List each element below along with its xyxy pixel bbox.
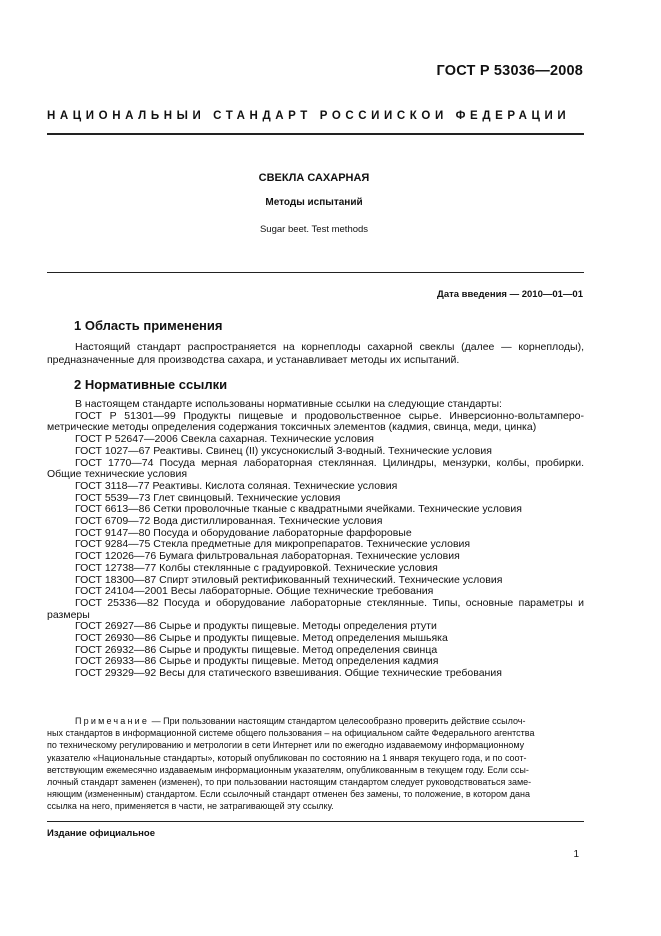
reference-line: ГОСТ Р 52647—2006 Свекла сахарная. Технические условия	[75, 433, 374, 446]
note-line: ссылка на него, применяется в части, не затрагивающей эту ссылку.	[47, 801, 334, 812]
reference-line: ГОСТ 24104—2001 Весы лабораторные. Общие технические требования	[75, 585, 434, 598]
document-subtitle: Методы испытаний	[265, 197, 363, 208]
reference-line: ГОСТ 12738—77 Колбы стеклянные с градуировкой. Технические условия	[75, 561, 438, 574]
note-line: няющим (измененным) стандартом. Если ссылочный стандарт отменен без замены, то положение, в котором дана	[47, 789, 530, 800]
document-title: СВЕКЛА САХАРНАЯ	[258, 172, 370, 184]
reference-line: ГОСТ 26930—86 Сырье и продукты пищевые. Метод определения мышьяка	[75, 632, 448, 645]
footer-rule	[47, 821, 584, 822]
note-line: указателю «Национальные стандарты», который опубликован по состоянию на 1 января текущего года, и по соот-	[47, 752, 527, 763]
section-1-line: Настоящий стандарт распространяется на корнеплоды сахарной свеклы (далее — корнеплоды),	[75, 341, 584, 353]
reference-line: ГОСТ 1027—67 Реактивы. Свинец (II) уксуснокислый 3-водный. Технические условия	[75, 444, 492, 457]
note-block	[47, 715, 584, 813]
section-1-heading: 1 Область применения	[74, 318, 223, 333]
normative-references-list	[47, 399, 584, 680]
reference-line: ГОСТ 26932—86 Сырье и продукты пищевые. Метод определения свинца	[75, 643, 438, 656]
page-number: 1	[573, 849, 579, 860]
note-text: — При пользовании настоящим стандартом целесообразно проверить действие ссылоч-	[149, 716, 526, 726]
reference-line: ГОСТ 9147—80 Посуда и оборудование лабораторные фарфоровые	[75, 526, 412, 539]
document-english-title: Sugar beet. Test methods	[259, 224, 369, 235]
reference-line: ГОСТ 6709—72 Вода дистиллированная. Технические условия	[75, 515, 383, 528]
reference-line: ГОСТ 18300—87 Спирт этиловый ректификованный технический. Технические условия	[75, 573, 503, 586]
reference-line: ГОСТ 12026—76 Бумага фильтровальная лабораторная. Технические условия	[75, 550, 460, 563]
header-rule	[47, 133, 584, 135]
standard-code: ГОСТ Р 53036—2008	[436, 63, 583, 79]
reference-line: ГОСТ 26933—86 Сырье и продукты пищевые. Метод определения кадмия	[75, 655, 439, 668]
note-line: ных стандартов в информационной системе общего пользования – на официальном сайте Федерального агентства	[47, 728, 535, 739]
reference-line: ГОСТ 9284—75 Стекла предметные для микропрепаратов. Технические условия	[75, 538, 471, 551]
reference-line: ГОСТ 6613—86 Сетки проволочные тканые с квадратными ячейками. Технические условия	[75, 503, 522, 516]
note-line	[47, 715, 584, 727]
note-line: лочный стандарт заменен (изменен), то при пользовании настоящим стандартом следует руководствоваться заме-	[47, 777, 532, 788]
national-standard-title: НАЦИОНАЛЬНЫЙ СТАНДАРТ РОССИЙСКОЙ ФЕДЕРАЦИИ	[47, 110, 571, 122]
note-line: по техническому регулированию и метрологии в сети Интернет или по ежегодно издаваемому информационному	[47, 740, 525, 751]
reference-line: ГОСТ 25336—82 Посуда и оборудование лабораторные стеклянные. Типы, основные параметры и	[75, 596, 584, 609]
introduction-date: Дата введения — 2010—01—01	[437, 289, 583, 300]
section-1-line: предназначенные для производства сахара, и устанавливает методы их испытаний.	[47, 354, 460, 366]
reference-line: Общие технические условия	[47, 468, 188, 481]
reference-line: метрические методы определения содержания токсичных элементов (кадмия, свинца, меди, цинка)	[47, 421, 537, 434]
reference-line: ГОСТ 26927—86 Сырье и продукты пищевые. Методы определения ртути	[75, 620, 437, 633]
reference-line: размеры	[47, 608, 90, 621]
note-label: Примечание	[75, 716, 150, 726]
official-edition-label: Издание официальное	[47, 828, 155, 839]
reference-line: ГОСТ Р 51301—99 Продукты пищевые и продовольственное сырье. Инверсионно-вольтамперо-	[75, 409, 584, 422]
section-2-heading: 2 Нормативные ссылки	[74, 377, 228, 392]
reference-line: ГОСТ 3118—77 Реактивы. Кислота соляная. Технические условия	[75, 479, 398, 492]
reference-line: ГОСТ 1770—74 Посуда мерная лабораторная стеклянная. Цилиндры, мензурки, колбы, пробирки.	[75, 456, 584, 469]
title-rule	[47, 272, 584, 273]
reference-line: ГОСТ 29329—92 Весы для статического взвешивания. Общие технические требования	[75, 667, 502, 680]
reference-line: ГОСТ 5539—73 Глет свинцовый. Технические условия	[75, 491, 341, 504]
note-line: ветствующим ежемесячно издаваемым информационным указателям, опубликованным в текущем году. Если ссы-	[47, 764, 529, 775]
reference-line: В настоящем стандарте использованы нормативные ссылки на следующие стандарты:	[75, 398, 502, 410]
